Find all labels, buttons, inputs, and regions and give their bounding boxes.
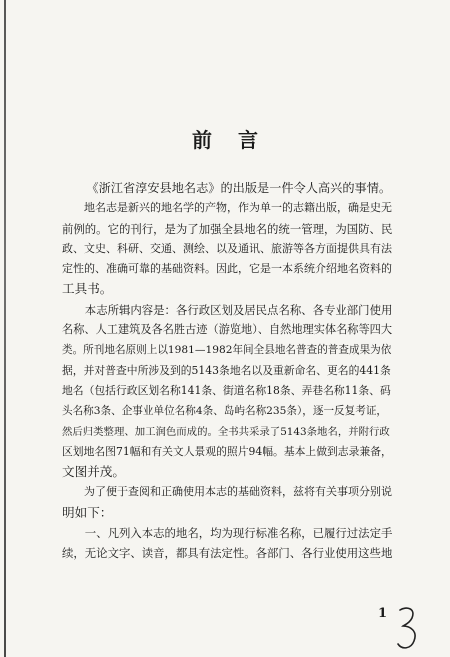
text-line: 为了便于查阅和正确使用本志的基础资料，兹将有关事项分别说 (84, 485, 392, 499)
text-line: 前例的。它的刊行，是为了加强全县地名的统一管理，为国防、民 (62, 221, 392, 236)
page-number: 1 (378, 606, 388, 621)
page-title: 前言 (192, 128, 284, 152)
text-line: 据，并对普查中所涉及到的5143条地名以及重新命名、更名的441条 (62, 363, 391, 377)
text-line: 明如下： (62, 504, 113, 520)
text-line: 然后归类整理、加工润色而成的。全书共采录了5143条地名，并附行政 (62, 425, 390, 438)
text-line: 政、文史、科研、交通、测绘、以及通讯、旅游等各方面提供具有法 (62, 241, 392, 255)
text-line: 区划地名图71幅和有关文人景观的照片94幅。基本上做到志录兼备， (62, 444, 392, 458)
text-line: 头名称3条、企事业单位名称4条、岛屿名称235条），逐一反复考证， (62, 405, 388, 418)
text-line: 续，无论文字、读音，都具有法定性。各部门、各行业使用这些地 (62, 546, 392, 561)
handwritten-mark (392, 604, 422, 652)
body-text (62, 178, 392, 564)
text-line: 地名志是新兴的地名学的产物，作为单一的志籍出版，确是史无 (84, 201, 392, 215)
text-line: 地名（包括行政区划名称141条、街道名称18条、弄巷名称11条、码 (62, 383, 391, 397)
page-binding-edge (4, 0, 6, 657)
text-line: 文图并茂。 (62, 464, 125, 480)
text-line: 名称、人工建筑及各名胜古迹（游览地）、自然地理实体名称等四大 (62, 323, 392, 337)
text-line: 定性的、准确可靠的基础资料。因此，它是一本系统介绍地名资料的 (62, 262, 392, 276)
text-line: 类。所刊地名原则上以1981—1982年间全县地名普查的普查成果为依 (62, 344, 392, 357)
text-line: 一、凡列入本志的地名，均为现行标准名称，已履行过法定手 (84, 526, 392, 541)
text-line: 《浙江省淳安县地名志》的出版是一件令人高兴的事情。 (86, 181, 392, 195)
text-line: 工具书。 (62, 281, 113, 297)
text-line: 本志所辑内容是：各行政区划及居民点名称、各专业部门使用 (84, 302, 392, 317)
